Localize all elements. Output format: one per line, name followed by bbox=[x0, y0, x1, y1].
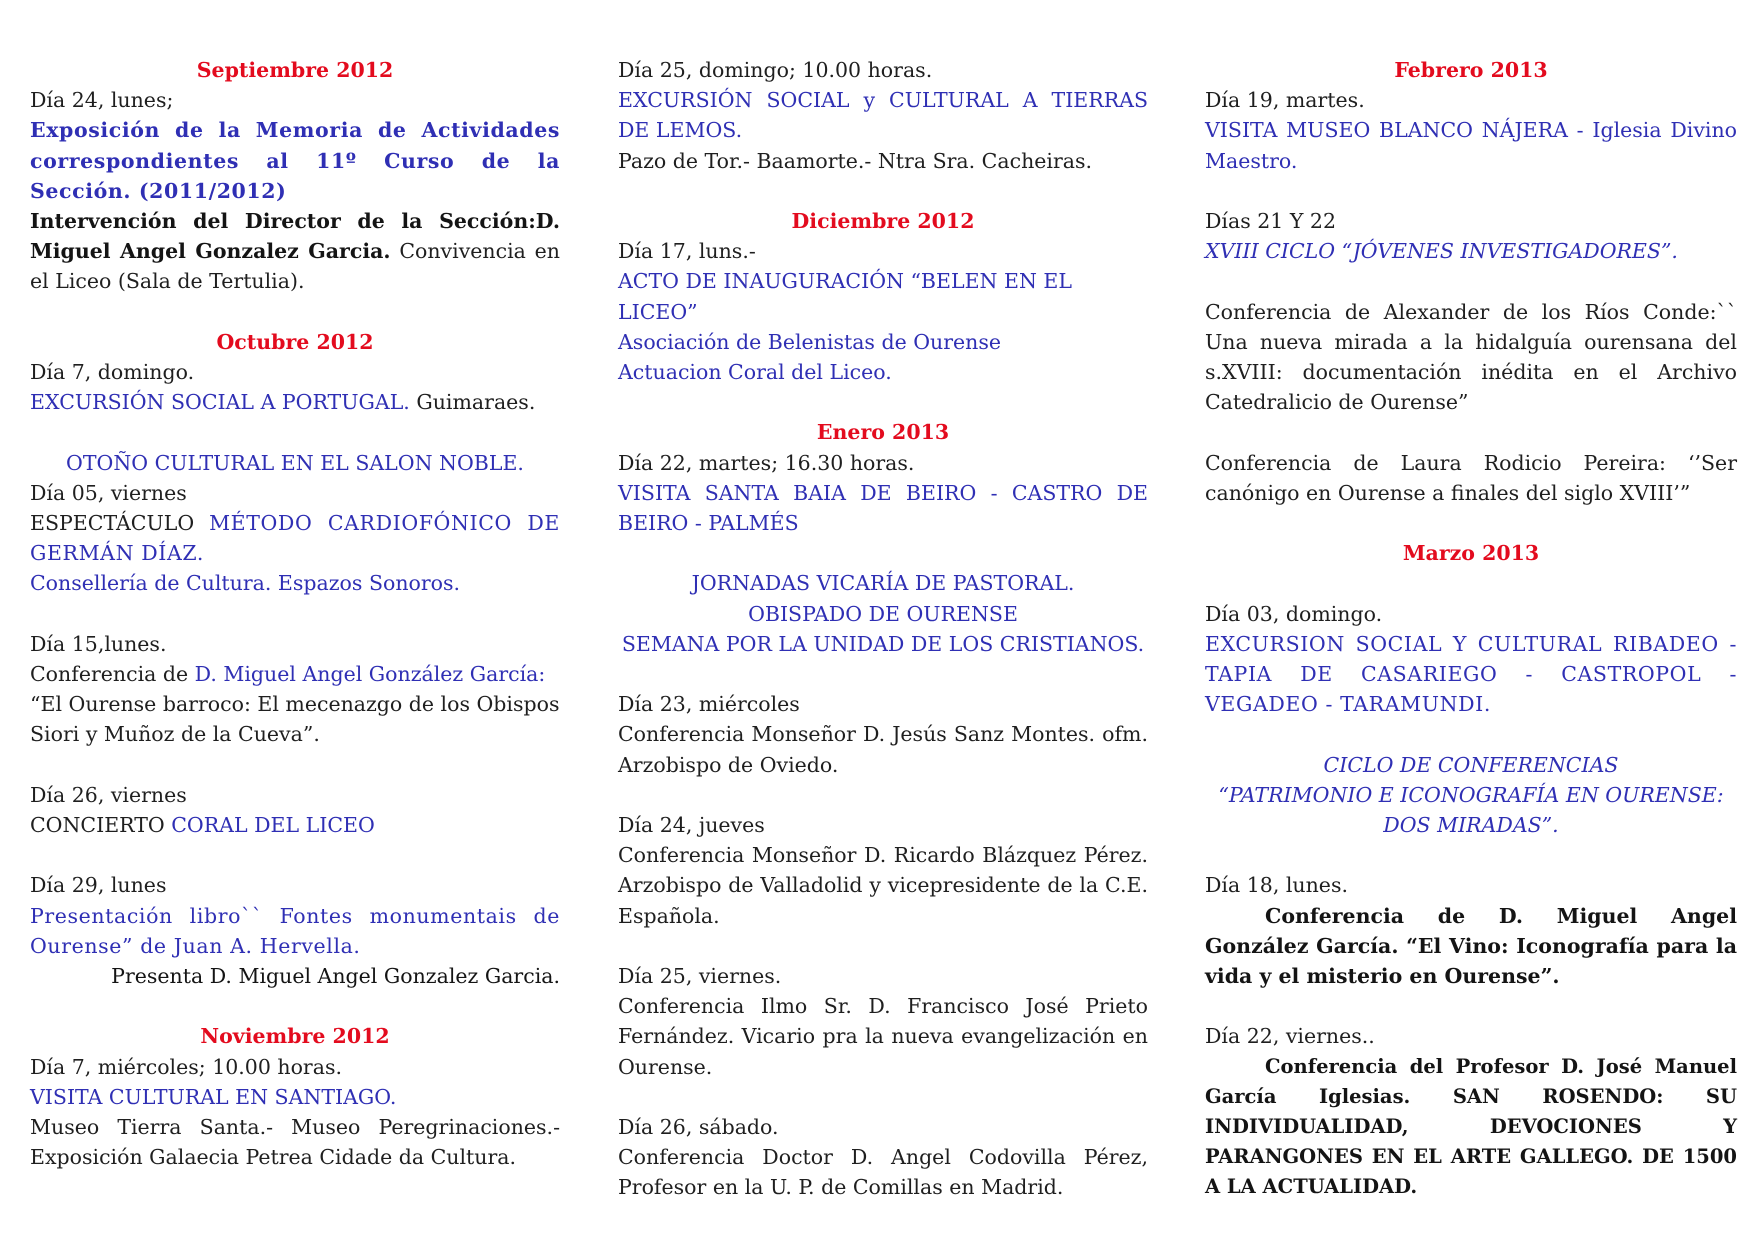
event-title: CORAL DEL LICEO bbox=[171, 813, 375, 838]
event-date: Día 24, lunes; bbox=[30, 88, 174, 113]
event-places: Pazo de Tor.- Baamorte.- Ntra Sra. Cacheiras. bbox=[618, 148, 1093, 173]
event-description bbox=[30, 387, 560, 417]
event-speaker: D. Miguel Angel González García: bbox=[194, 662, 546, 687]
event-date: Día 22, martes; 16.30 horas. bbox=[618, 450, 915, 475]
section-subheading: DOS MIRADAS”. bbox=[1383, 812, 1559, 837]
month-heading-september: Septiembre 2012 bbox=[196, 58, 394, 82]
event-description: Conferencia Ilmo Sr. D. Francisco José Prieto Fernández. Vicario pra la nueva evangelización en Ourense. bbox=[618, 994, 1148, 1079]
event-date: Día 03, domingo. bbox=[1205, 601, 1383, 626]
event-description bbox=[30, 206, 560, 297]
event-detail: ESPECTÁCULO bbox=[30, 511, 210, 536]
event-description bbox=[30, 659, 560, 689]
event-date: Día 22, viernes.. bbox=[1205, 1024, 1375, 1049]
month-heading-november: Noviembre 2012 bbox=[200, 1024, 390, 1049]
event-date: Día 7, domingo. bbox=[30, 360, 195, 385]
event-title: XVIII CICLO “JÓVENES INVESTIGADORES”. bbox=[1205, 239, 1678, 264]
event-title: Presentación libro`` Fontes monumentais de Ourense” de Juan A. Hervella. bbox=[30, 903, 560, 958]
event-date: Día 24, jueves bbox=[618, 813, 765, 837]
section-subheading: CICLO DE CONFERENCIAS bbox=[1323, 752, 1619, 777]
month-heading-january: Enero 2013 bbox=[816, 420, 950, 445]
month-heading-february: Febrero 2013 bbox=[1394, 58, 1548, 82]
event-title: VISITA MUSEO BLANCO NÁJERA - Iglesia Divino Maestro. bbox=[1205, 118, 1737, 173]
event-date: Día 7, miércoles; 10.00 horas. bbox=[30, 1054, 342, 1079]
event-organizer: Asociación de Belenistas de Ourense bbox=[618, 329, 1002, 354]
event-date: Día 25, domingo; 10.00 horas. bbox=[618, 58, 933, 82]
event-date: Día 19, martes. bbox=[1205, 88, 1365, 113]
event-detail: Guimaraes. bbox=[409, 390, 536, 415]
section-subheading: OTOÑO CULTURAL EN EL SALON NOBLE. bbox=[66, 450, 524, 475]
event-description: Conferencia del Profesor D. José Manuel García Iglesias. SAN ROSENDO: SU INDIVIDUALIDAD, DEVOCIONES Y PARANGONES EN EL ARTE GALLEGO. DE 1500 A LA ACTUALIDAD. bbox=[1205, 1054, 1737, 1199]
event-description: Conferencia de Laura Rodicio Pereira: ‘’Ser canónigo en Ourense a finales del siglo XVIII’” bbox=[1205, 450, 1737, 505]
event-detail: Conferencia de bbox=[30, 662, 195, 687]
event-description bbox=[30, 810, 560, 840]
event-description: Conferencia Doctor D. Angel Codovilla Pérez, Profesor en la U. P. de Comillas en Madrid. bbox=[618, 1145, 1148, 1200]
event-date: Día 18, lunes. bbox=[1205, 873, 1348, 898]
event-description: Conferencia de D. Miguel Angel González García. “El Vino: Iconografía para la vida y el misterio en Ourense”. bbox=[1205, 903, 1737, 988]
event-date: Día 26, viernes bbox=[30, 782, 187, 807]
event-title: EXCURSION SOCIAL Y CULTURAL RIBADEO - TAPIA DE CASARIEGO - CASTROPOL - VEGADEO - TARAMUNDI. bbox=[1205, 631, 1737, 717]
event-date: Día 26, sábado. bbox=[618, 1115, 779, 1139]
event-date: Día 29, lunes bbox=[30, 873, 167, 898]
event-title: EXCURSIÓN SOCIAL A PORTUGAL. bbox=[30, 390, 410, 415]
event-title: Exposición de la Memoria de Actividades correspondientes al 11º Curso de la Sección. (2011/2012) bbox=[30, 118, 560, 203]
event-date: Día 15,lunes. bbox=[30, 631, 167, 656]
event-date: Día 05, viernes bbox=[30, 480, 187, 505]
month-heading-march: Marzo 2013 bbox=[1402, 541, 1540, 566]
column-3 bbox=[1205, 55, 1737, 1203]
event-title: MÉTODO CARDIOFÓNICO DE GERMÁN DÍAZ. bbox=[30, 511, 560, 566]
event-description: Conferencia de Alexander de los Ríos Conde:`` Una nueva mirada a la hidalguía ourensana del s.XVIII: documentación inédita en el Archivo Catedralicio de Ourense” bbox=[1205, 299, 1737, 415]
event-places: Museo Tierra Santa.- Museo Peregrinaciones.- Exposición Galaecia Petrea Cidade da Cultura. bbox=[30, 1115, 560, 1170]
event-description bbox=[30, 508, 560, 568]
event-date: Día 25, viernes. bbox=[618, 964, 782, 988]
event-detail: Convivencia en el Liceo (Sala de Tertulia). bbox=[30, 239, 560, 294]
event-speaker: Intervención del Director de la Sección:D. Miguel Angel Gonzalez Garcia. bbox=[30, 209, 560, 264]
section-subheading: SEMANA POR LA UNIDAD DE LOS CRISTIANOS. bbox=[621, 631, 1145, 656]
event-talk-title: “El Ourense barroco: El mecenazgo de los Obispos Siori y Muñoz de la Cueva”. bbox=[30, 692, 560, 747]
event-detail: CONCIERTO bbox=[30, 813, 172, 838]
month-heading-december: Diciembre 2012 bbox=[791, 209, 975, 233]
event-detail: Actuacion Coral del Liceo. bbox=[618, 360, 892, 385]
column-2 bbox=[618, 55, 1148, 1203]
event-date: Días 21 Y 22 bbox=[1205, 209, 1336, 233]
section-subheading: JORNADAS VICARÍA DE PASTORAL. bbox=[691, 571, 1075, 596]
event-title: VISITA CULTURAL EN SANTIAGO. bbox=[30, 1084, 397, 1109]
event-description: Conferencia Monseñor D. Jesús Sanz Montes. ofm. Arzobispo de Oviedo. bbox=[618, 722, 1148, 777]
column-1 bbox=[30, 55, 560, 1172]
event-title: EXCURSIÓN SOCIAL y CULTURAL A TIERRAS DE LEMOS. bbox=[618, 88, 1148, 143]
event-title: VISITA SANTA BAIA DE BEIRO - CASTRO DE BEIRO - PALMÉS bbox=[618, 480, 1148, 536]
event-date: Día 23, miércoles bbox=[618, 692, 800, 717]
event-title: ACTO DE INAUGURACIÓN “BELEN EN EL LICEO” bbox=[618, 269, 1072, 324]
event-presenter: Presenta D. Miguel Angel Gonzalez Garcia. bbox=[111, 964, 560, 989]
month-heading-october: Octubre 2012 bbox=[216, 329, 374, 354]
event-date: Día 17, luns.- bbox=[618, 239, 756, 264]
section-subheading: “PATRIMONIO E ICONOGRAFÍA EN OURENSE: bbox=[1218, 782, 1724, 807]
section-subheading: OBISPADO DE OURENSE bbox=[748, 601, 1018, 626]
event-organizer: Consellería de Cultura. Espazos Sonoros. bbox=[30, 571, 461, 596]
event-description: Conferencia Monseñor D. Ricardo Blázquez Pérez. Arzobispo de Valladolid y vicepresidente de la C.E. Española. bbox=[618, 843, 1148, 928]
